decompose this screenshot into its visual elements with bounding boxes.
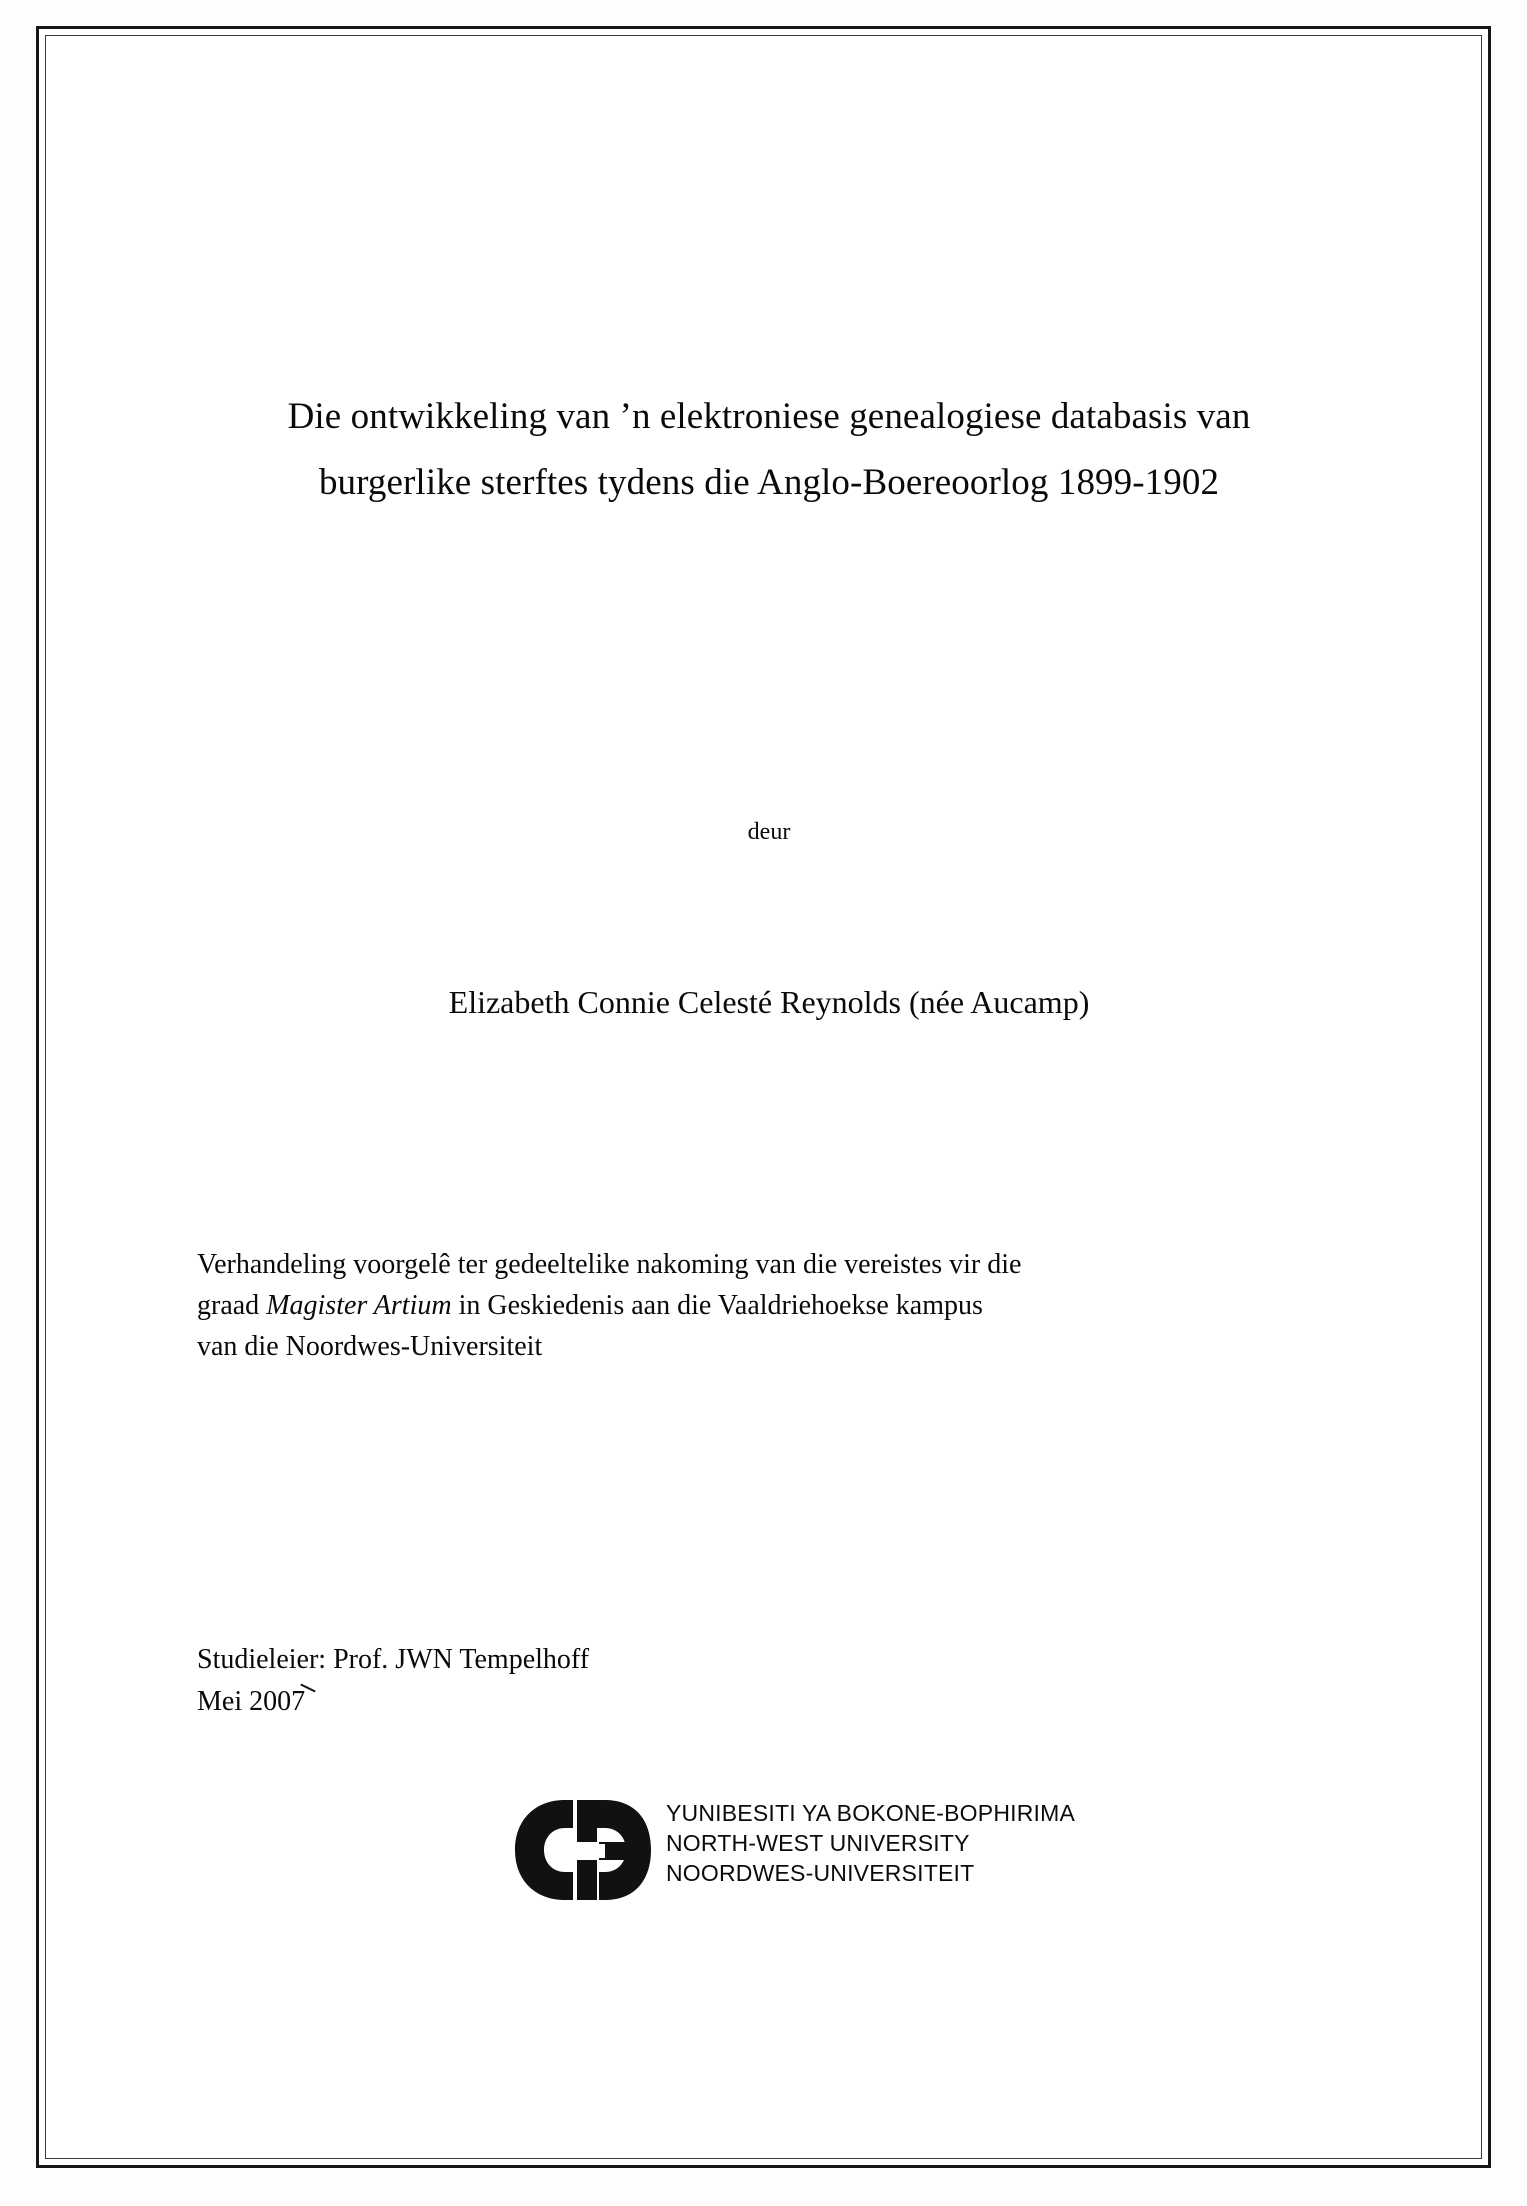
page-border-frame xyxy=(36,26,1491,2168)
statement-line-2-suffix: in Geskiedenis aan die Vaaldriehoekse kampus xyxy=(451,1290,983,1321)
title-line-2: burgerlike sterftes tydens die Anglo-Boereoorlog 1899-1902 xyxy=(318,462,1220,503)
statement-line-1: Verhandeling voorgelê ter gedeeltelike nakoming van die vereistes vir die xyxy=(197,1249,1022,1280)
degree-statement xyxy=(197,1244,1345,1367)
statement-line-2-prefix: graad xyxy=(197,1290,267,1321)
supervisor-line: Studieleier: Prof. JWN Tempelhoff xyxy=(197,1644,590,1675)
university-logo xyxy=(513,1794,1153,1914)
statement-line-2 xyxy=(197,1285,1345,1326)
date-text: Mei 2007 xyxy=(197,1686,306,1717)
title-page-content xyxy=(189,29,1349,2165)
thesis-title xyxy=(189,384,1349,516)
title-line-1: Die ontwikkeling van ’n elektroniese genealogiese databasis van xyxy=(287,396,1251,437)
degree-name: Magister Artium xyxy=(266,1290,452,1321)
supervisor-block xyxy=(197,1639,1097,1723)
logo-line-setswana: YUNIBESITI YA BOKONE-BOPHIRIMA xyxy=(666,1800,1076,1826)
date-line xyxy=(197,1681,305,1723)
by-label: deur xyxy=(747,819,791,845)
logo-wordmark xyxy=(666,1798,1075,1888)
author-name: Elizabeth Connie Celesté Reynolds (née Aucamp) xyxy=(448,984,1090,1020)
nwu-logo-mark xyxy=(513,1798,653,1902)
statement-line-3: van die Noordwes-Universiteit xyxy=(197,1331,543,1362)
logo-line-afrikaans: NOORDWES-UNIVERSITEIT xyxy=(666,1860,975,1886)
logo-line-english: NORTH-WEST UNIVERSITY xyxy=(666,1830,970,1856)
